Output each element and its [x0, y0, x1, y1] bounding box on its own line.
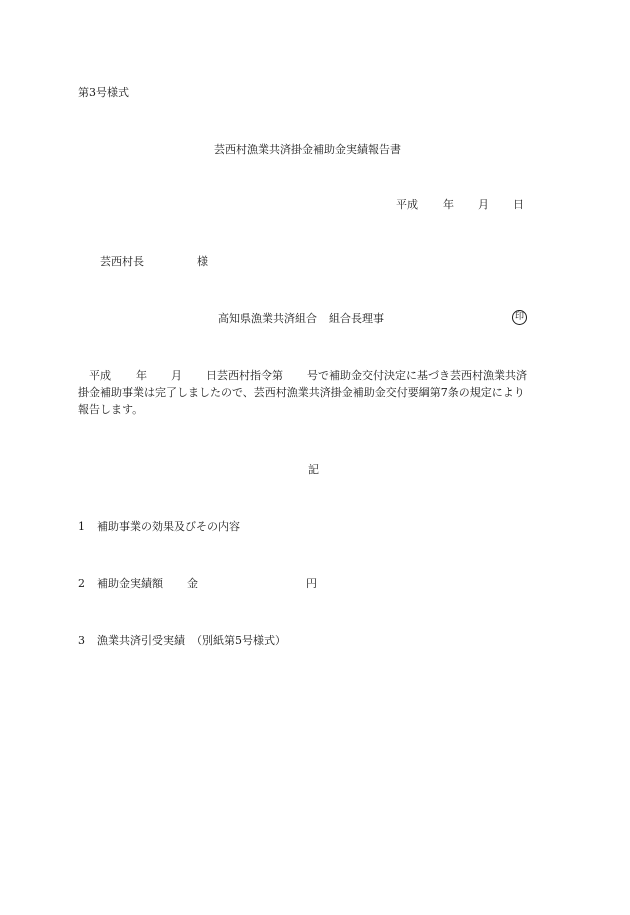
body-month: 月 — [171, 369, 182, 382]
list-item-1 — [78, 521, 240, 532]
form-number: 第3号様式 — [78, 86, 129, 99]
document-title: 芸西村漁業共済掛金補助金実績報告書 — [214, 143, 401, 156]
date-line — [396, 199, 524, 210]
item-number: 2 — [78, 577, 85, 590]
sender-role: 組合長理事 — [329, 312, 384, 325]
list-item-2 — [78, 578, 317, 589]
addressee-name: 芸西村長 — [100, 255, 144, 268]
item-text: 漁業共済引受実績 — [97, 634, 185, 647]
sender-org: 高知県漁業共済組合 — [218, 312, 317, 325]
ki-heading: 記 — [308, 463, 319, 476]
body-line-1 — [78, 367, 554, 384]
body-era: 平成 — [89, 369, 111, 382]
body-order-prefix: 日芸西村指令第 — [206, 369, 283, 382]
body-paragraph — [78, 367, 554, 418]
body-line-1-rest: 号で補助金交付決定に基づき芸西村漁業共済 — [307, 369, 527, 382]
addressee — [100, 256, 208, 267]
item-text: 補助事業の効果及びその内容 — [97, 520, 240, 533]
body-line-2: 掛金補助事業は完了しましたので、芸西村漁業共済掛金補助金交付要綱第7条の規定により — [78, 386, 525, 399]
date-era: 平成 — [396, 198, 418, 211]
list-item-3 — [78, 635, 286, 646]
date-month: 月 — [478, 198, 489, 211]
body-line-3: 報告します。 — [78, 403, 144, 416]
date-day: 日 — [513, 198, 524, 211]
body-year: 年 — [136, 369, 147, 382]
addressee-honorific: 様 — [197, 255, 208, 268]
item-text: 補助金実績額 — [97, 577, 163, 590]
sender — [218, 313, 384, 324]
date-year: 年 — [443, 198, 454, 211]
item-number: 3 — [78, 634, 85, 647]
seal-mark: 印 — [512, 310, 527, 325]
item-yen: 円 — [306, 577, 317, 590]
item-number: 1 — [78, 520, 85, 533]
item-note: （別紙第5号様式） — [191, 634, 286, 647]
item-kin: 金 — [187, 577, 198, 590]
